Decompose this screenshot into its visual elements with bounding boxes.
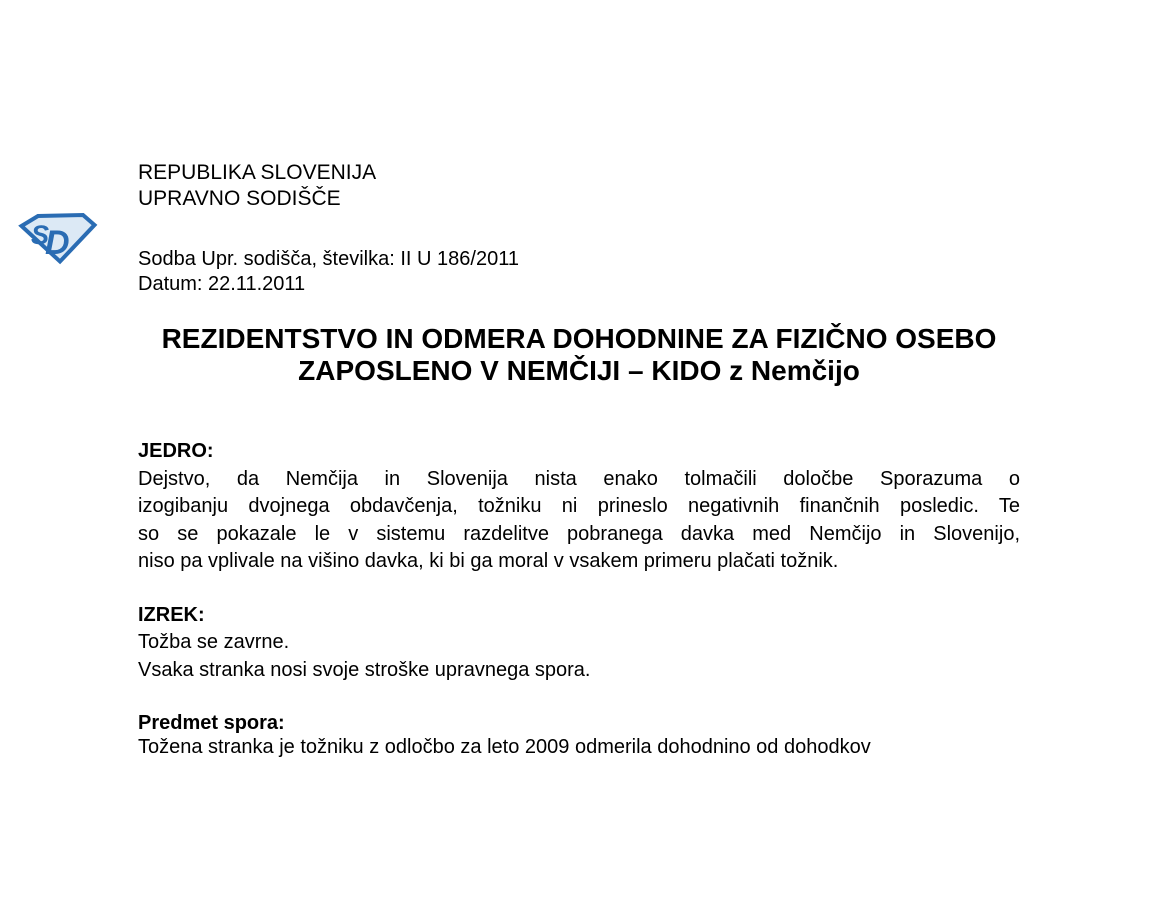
jedro-text-line: izogibanju dvojnega obdavčenja, tožniku ni prineslo negativnih finančnih posledic. Te: [138, 495, 1020, 517]
diamond-shield-icon: [19, 213, 97, 263]
court-logo: [19, 213, 97, 263]
case-number-line: Sodba Upr. sodišča, številka: II U 186/2011: [138, 248, 519, 270]
predmet-spora-heading: Predmet spora:: [138, 712, 285, 734]
predmet-spora-clipped-line: Tožena stranka je tožniku z odločbo za leto 2009 odmerila dohodnino od dohodkov: [138, 735, 871, 758]
section-izrek: [138, 602, 1020, 685]
document-title: [138, 323, 1020, 387]
jedro-text-line: so se pokazale le v sistemu razdelitve pobranega davka med Nemčijo in Slovenijo,: [138, 522, 1020, 545]
title-line-1: REZIDENTSTVO IN ODMERA DOHODNINE ZA FIZIČNO OSEBO: [161, 323, 997, 354]
org-name-line1: REPUBLIKA SLOVENIJA: [138, 161, 377, 184]
jedro-text-line: niso pa vplivale na višino davka, ki bi ga moral v vsakem primeru plačati tožnik.: [138, 550, 839, 572]
case-metadata: [138, 247, 1020, 297]
logo-letter-s: S: [31, 220, 50, 250]
logo-letter-d: D: [45, 224, 70, 262]
date-line: Datum: 22.11.2011: [138, 273, 306, 295]
issuing-authority: [138, 160, 1020, 212]
jedro-heading: JEDRO:: [138, 440, 214, 462]
section-predmet-spora: [138, 710, 1020, 761]
section-jedro: [138, 438, 1020, 576]
izrek-heading: IZREK:: [138, 603, 205, 626]
izrek-text-line: Tožba se zavrne.: [138, 631, 290, 653]
title-line-2: ZAPOSLENO V NEMČIJI – KIDO z Nemčijo: [298, 355, 860, 386]
document-body: [0, 160, 1157, 761]
jedro-text-line: Dejstvo, da Nemčija in Slovenija nista enako tolmačili določbe Sporazuma o: [138, 467, 1020, 490]
document-page: [0, 160, 1157, 903]
org-name-line2: UPRAVNO SODIŠČE: [138, 187, 341, 210]
izrek-text-line: Vsaka stranka nosi svoje stroške upravnega spora.: [138, 658, 591, 681]
